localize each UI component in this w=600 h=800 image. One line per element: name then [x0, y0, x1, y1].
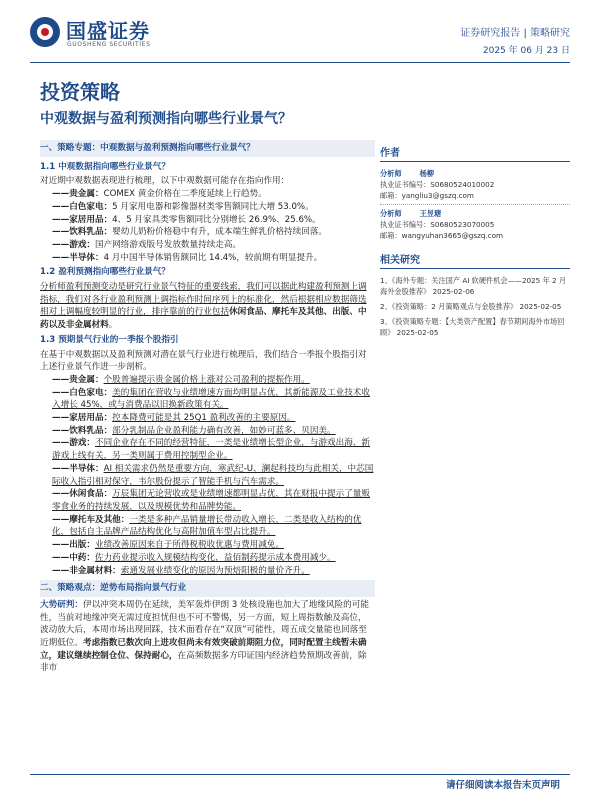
analyst-block — [380, 208, 570, 241]
company-logo — [30, 15, 200, 55]
analyst-cert: 执业证书编号：S0680524010002 — [380, 180, 495, 189]
bullet-key: ——游戏： — [52, 438, 95, 449]
bullet-text: 万辰集团无论营收或是业绩增速都明显占优，其在财报中提示了量贩零食业务的持续发展，以及规模优势和品牌势能。 — [52, 489, 370, 512]
bullet-item — [40, 514, 375, 539]
bullet-key: ——贵金属： — [52, 374, 104, 385]
related-heading: 相关研究 — [380, 255, 570, 269]
analyst-name: 杨柳 — [419, 169, 434, 178]
bullet-text: 个股普遍提示贵金属价格上涨对公司盈利的提振作用。 — [103, 374, 310, 385]
bullet-item — [40, 387, 375, 412]
subsection-heading: 1.2 盈利预测指向哪些行业景气？ — [40, 267, 170, 278]
bullet-text: 控本降费可能是其 25Q1 盈利改善的主要原因。 — [112, 413, 296, 424]
paragraph: 在基于中观数据以及盈利预测对潜在景气行业进行梳理后，我们结合一季报个股指引对上述行业景气作进一步剖析。 — [40, 349, 367, 373]
bullet-key: ——游戏： — [52, 239, 95, 250]
bullet-text: 不同企业存在不同的经营特征，一类是业绩增长型企业，与游戏出海、新游戏上线有关，另一类则属于费用控制型企业。 — [52, 438, 370, 462]
bullet-text: 索通发展业绩变化的原因为预焙阳极的量价齐升。 — [120, 565, 310, 576]
bullet-text: 4、5 月家具类零售额同比分别增长 26.9%、25.6%。 — [112, 214, 321, 225]
divider — [380, 204, 570, 205]
highlight-text: 考虑指数已数次向上进攻但尚未有效突破前期阻力位，同时配置主线暂未确立，建议继续控制仓位、保持耐心， — [40, 638, 367, 661]
related-link[interactable]: 2、《投资策略：2 月策略观点与金股推荐》 2025-02-05 — [380, 302, 562, 311]
analyst-email[interactable]: 邮箱：yangliu3@gszq.com — [380, 191, 474, 200]
analyst-role: 分析师 — [380, 209, 402, 218]
analyst-role: 分析师 — [380, 169, 402, 178]
analyst-line — [380, 168, 570, 179]
bullet-key: ——半导体： — [52, 252, 104, 263]
paragraph: 对近期中观数据表现进行梳理，以下中观数据可能存在指向作用： — [40, 176, 290, 187]
bullet-key: ——休闲食品： — [52, 489, 113, 500]
paragraph-text: 伊以冲突本周仍在延续，美军轰炸伊朗 3 处核设施也加大了地缘风险的可能性，当前对地缘冲突无需过度担忧但也不可不警惕，另一方面，短上周指数触及高位，波动放大后，本周市场出现回踩，技术面看存在“双顶”可能性，周五成交量能也回落至近期低位。 — [40, 599, 369, 649]
bullet-item — [40, 226, 375, 239]
footer-divider — [30, 774, 570, 775]
paragraph — [40, 599, 375, 675]
bullet-key: ——饮料乳品： — [52, 227, 113, 238]
bullet-item — [40, 188, 375, 201]
bullet-key: ——家居用品： — [52, 214, 113, 225]
subsection-heading: 1.1 中观数据指向哪些行业景气？ — [40, 161, 170, 172]
bullet-item — [40, 412, 375, 425]
bullet-item — [40, 425, 375, 438]
bullet-key: ——贵金属： — [52, 189, 104, 200]
analyst-name: 王昱瑭 — [419, 209, 442, 218]
bullet-item — [40, 374, 375, 387]
bullet-text: 一类是多种产品销量增长带动收入增长，二类是收入结构的优化，包括自主品牌产品结构优化与高附加值车型占比提升。 — [52, 514, 362, 538]
section-heading: 二、策略观点：逆势布局指向景气行业 — [40, 580, 375, 597]
bullet-text: 业绩改善原因来自于所得税税收优惠与费用减免。 — [94, 540, 285, 551]
subsection-heading: 1.3 预期景气行业的一季报个股指引 — [40, 334, 179, 345]
bullet-item — [40, 201, 375, 214]
paragraph-end: 。 — [108, 320, 118, 331]
bullet-key: ——摩托车及其他： — [52, 514, 130, 525]
bullet-key: ——家居用品： — [52, 413, 113, 424]
analyst-block — [380, 168, 570, 201]
bullet-item — [40, 239, 375, 252]
bullet-text: 国产网络游戏版号发放数量持续走高。 — [94, 239, 242, 250]
bullet-key: ——白色家电： — [52, 201, 113, 212]
paragraph-text: 分析师盈利预测变动是研究行业景气特征的重要线索，我们可以据此构建盈利预测上调指标，我们对各行业盈利预测上调指标作时间序列上的标准化，然后根据相应数据筛选相对上调幅度较明显的行业，排序靠前的行业包括 — [40, 282, 367, 318]
related-link[interactable]: 3、《投资策略专题：【大类资产配置】春节期间海外市场回顾》 2025-02-05 — [380, 317, 565, 337]
bullet-text: 婴幼儿奶粉价格稳中有升，成本端生鲜乳价格持续回落。 — [112, 227, 328, 238]
main-content — [40, 140, 375, 675]
bullet-text: 4 月中国半导体销售额同比 14.4%，较前期有明显提升。 — [103, 252, 323, 263]
bullet-item — [40, 252, 375, 265]
bullet-item — [40, 463, 375, 488]
bullet-text: 佐力药业提示收入规模结构变化，益佰制药提示成本费用减少。 — [94, 552, 336, 563]
bullet-item — [40, 437, 375, 462]
bullet-text: 5 月家用电器和影像器材类零售额同比大增 53.0%。 — [112, 201, 314, 212]
bullet-text: 部分乳制品企业盈利能力确有改善，如妙可蓝多、贝因美。 — [112, 425, 336, 436]
report-date: 2025 年 06 月 23 日 — [482, 46, 570, 56]
page-title: 投资策略 — [40, 80, 120, 104]
analyst-line — [380, 208, 570, 219]
bullet-text: 美的集团在营收与业绩增速方面均明显占优，其新能源及工业技术收入增长 45%，或与消费品以旧换新政策有关。 — [52, 387, 370, 411]
highlight-text: 休闲食品、摩托车及其他、出版、中药以及非金属材料 — [40, 307, 367, 331]
bullet-item — [40, 552, 375, 565]
bullet-key: ——非金属材料： — [52, 565, 121, 576]
bullet-item — [40, 565, 375, 578]
section-heading: 一、策略专题：中观数据与盈利预测指向哪些行业景气？ — [40, 140, 375, 157]
logo-text: 国盛证券 — [66, 19, 150, 43]
paragraph-text: 在高频数据多方印证国内经济趋势预期改善前，除非市 — [40, 650, 367, 674]
footer-disclaimer: 请仔细阅读本报告末页声明 — [445, 780, 560, 791]
author-heading: 作者 — [380, 148, 570, 162]
bullet-key: ——半导体： — [52, 463, 104, 474]
bullet-item — [40, 539, 375, 552]
bullet-key: ——出版： — [52, 540, 95, 551]
bullet-key: ——饮料乳品： — [52, 425, 113, 436]
bullet-text: COMEX 黄金价格在二季度延续上行趋势。 — [103, 189, 267, 200]
paragraph-lead: 大势研判： — [40, 599, 83, 610]
logo-icon — [30, 17, 60, 47]
logo-subtext: GUOSHENG SECURITIES — [67, 41, 151, 48]
related-link[interactable]: 1、《海外专题：关注国产 AI 软硬件机会——2025 年 2 月海外金股推荐》 2025-02-06 — [380, 276, 567, 296]
bullet-text: AI 相关需求仍然是重要方向，寒武纪-U、澜起科技均与此相关，中芯国际收入指引相对保守，韦尔股份提示了智能手机与汽车需求。 — [52, 463, 374, 487]
header-divider — [30, 62, 570, 63]
bullet-item — [40, 214, 375, 227]
analyst-cert: 执业证书编号：S0680523070005 — [380, 220, 495, 229]
analyst-email[interactable]: 邮箱：wangyuhan3665@gszq.com — [380, 231, 504, 240]
report-category: 证券研究报告 | 策略研究 — [460, 28, 570, 39]
bullet-key: ——中药： — [52, 552, 95, 563]
sidebar — [380, 148, 570, 342]
page-subtitle: 中观数据与盈利预测指向哪些行业景气？ — [40, 111, 292, 127]
bullet-key: ——白色家电： — [52, 387, 113, 398]
paragraph — [40, 281, 375, 332]
bullet-item — [40, 488, 375, 513]
